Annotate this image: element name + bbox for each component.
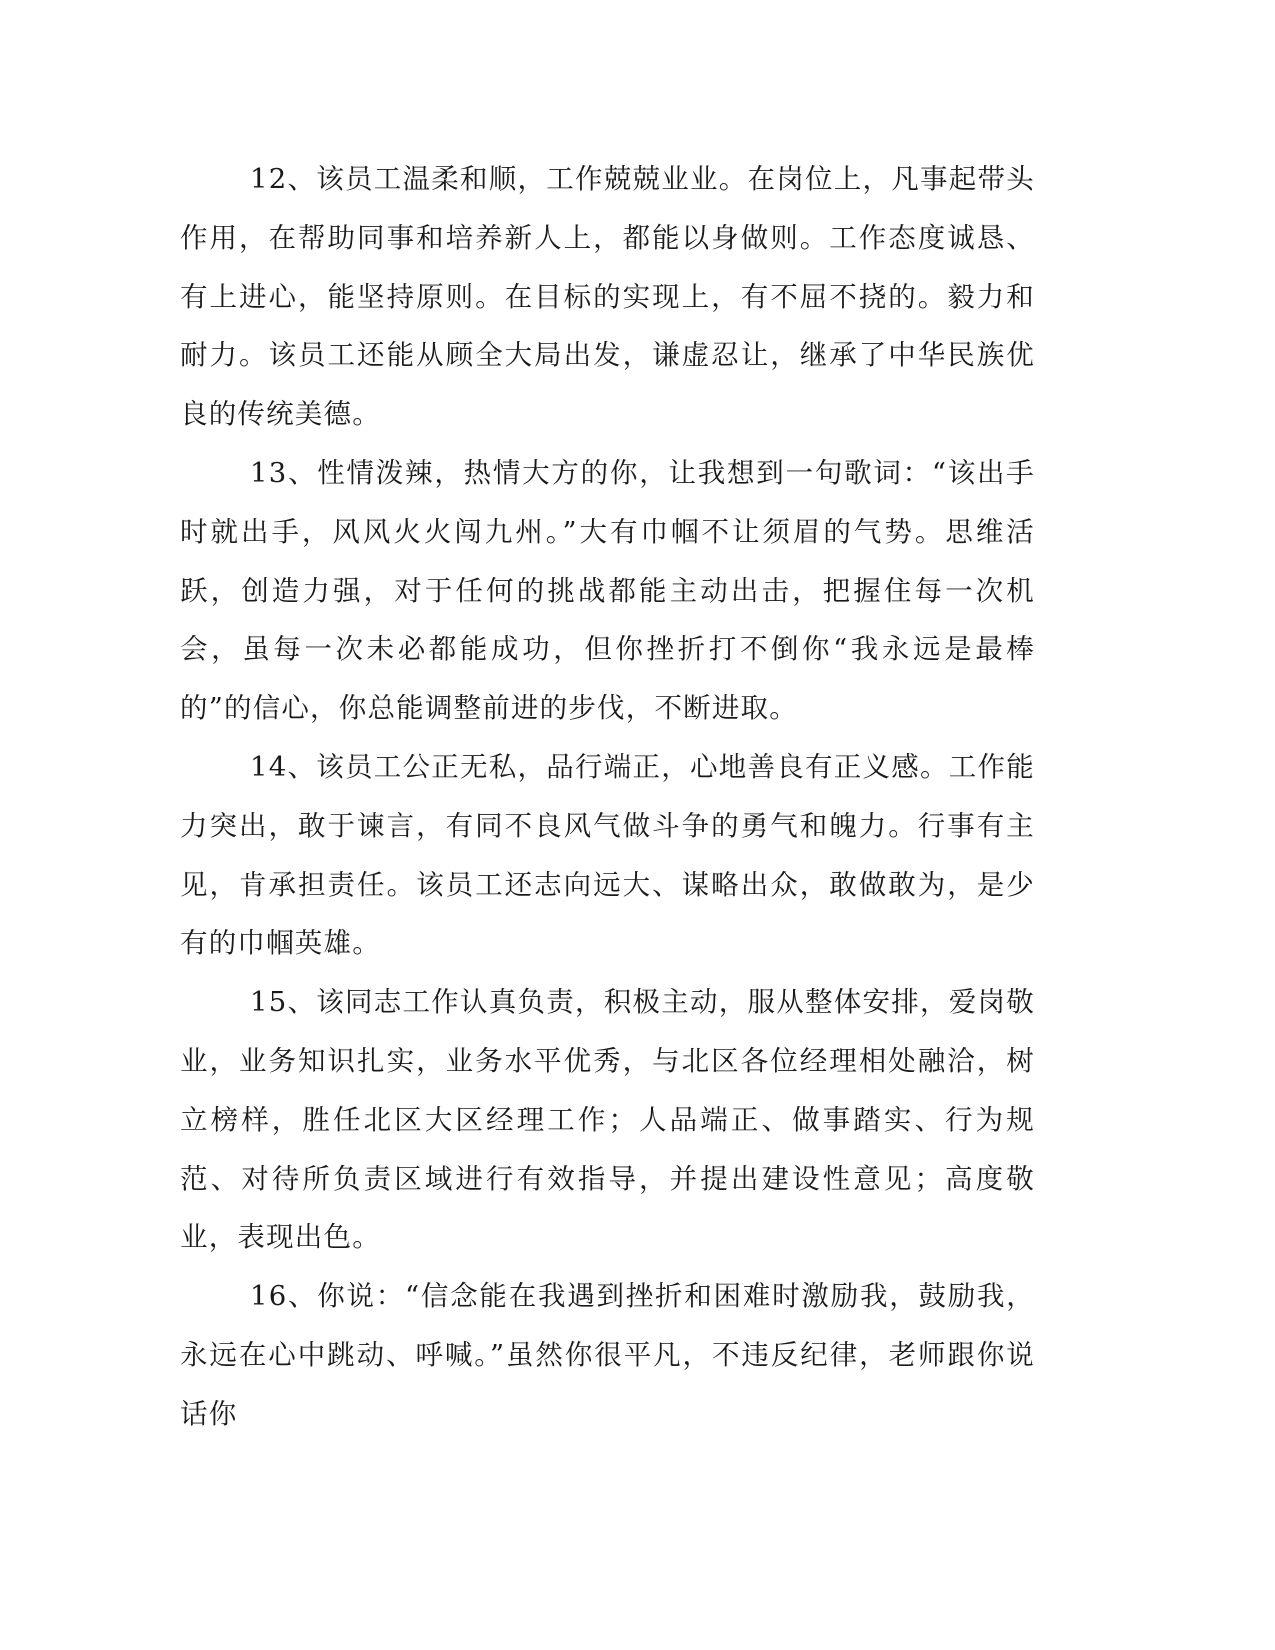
paragraph-16: 16、你说：“信念能在我遇到挫折和困难时激励我，鼓励我，永远在心中跳动、呼喊。”虽然你很平凡，不违反纪律，老师跟你说话你: [180, 1280, 1035, 1430]
paragraph-15: 15、该同志工作认真负责，积极主动，服从整体安排，爱岗敬业，业务知识扎实，业务水平优秀，与北区各位经理相处融洽，树立榜样，胜任北区大区经理工作；人品端正、做事踏实、行为规范、对待所负责区域进行有效指导，并提出建设性意见；高度敬业，表现出色。: [180, 986, 1035, 1254]
paragraph-14: 14、该员工公正无私，品行端正，心地善良有正义感。工作能力突出，敢于谏言，有同不良风气做斗争的勇气和魄力。行事有主见，肯承担责任。该员工还志向远大、谋略出众，敢做敢为，是少有的巾帼英雄。: [180, 750, 1035, 960]
document-body: [180, 150, 1035, 1444]
paragraph-12: 12、该员工温柔和顺，工作兢兢业业。在岗位上，凡事起带头作用，在帮助同事和培养新人上，都能以身做则。工作态度诚恳、有上进心，能坚持原则。在目标的实现上，有不屈不挠的。毅力和耐力。该员工还能从顾全大局出发，谦虚忍让，继承了中华民族优良的传统美德。: [180, 163, 1035, 431]
paragraph-13: 13、性情泼辣，热情大方的你，让我想到一句歌词：“该出手时就出手，风风火火闯九州。”大有巾帼不让须眉的气势。思维活跃，创造力强，对于任何的挑战都能主动出击，把握住每一次机会，虽每一次未必都能成功，但你挫折打不倒你“我永远是最棒的”的信心，你总能调整前进的步伐，不断进取。: [180, 456, 1035, 725]
